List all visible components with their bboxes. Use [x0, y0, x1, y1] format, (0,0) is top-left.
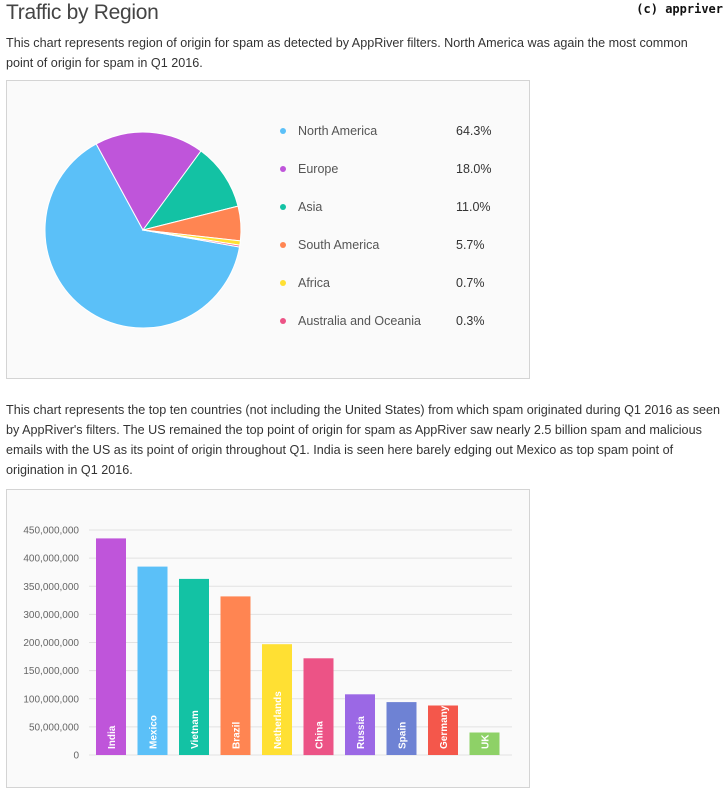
- countries-bar-chart-panel: [6, 489, 530, 788]
- y-tick-label: 350,000,000: [23, 581, 79, 593]
- legend-value-north-america: 64.3%: [456, 124, 492, 138]
- region-pie-chart-panel: [6, 80, 530, 379]
- y-tick-label: 300,000,000: [23, 609, 79, 621]
- y-tick-label: 450,000,000: [23, 525, 79, 537]
- region-pie-chart: [7, 81, 529, 378]
- legend-value-europe: 18.0%: [456, 162, 492, 176]
- countries-description: This chart represents the top ten countries (not including the United States) from which spam originated during Q1 2016 as seen by AppRiver's filters. The US remained the top point of origin for spam as AppRiver saw nearly 2.5 billion spam and malicious emails with the US as its point of origin throughout Q1. India is seen here barely edging out Mexico as top spam point of origination in Q1 2016.: [6, 403, 721, 477]
- y-tick-label: 150,000,000: [23, 666, 79, 678]
- legend-label-asia: Asia: [298, 200, 323, 214]
- bar-label-india: India: [107, 725, 118, 749]
- legend-value-australia-and-oceania: 0.3%: [456, 314, 485, 328]
- legend-marker-australia-and-oceania: [280, 318, 286, 324]
- watermark: (c) appriver: [636, 2, 723, 16]
- legend-value-africa: 0.7%: [456, 276, 485, 290]
- y-tick-label: 100,000,000: [23, 694, 79, 706]
- bar-label-germany: Germany: [439, 705, 450, 749]
- legend-label-africa: Africa: [298, 276, 330, 290]
- legend-value-south-america: 5.7%: [456, 238, 485, 252]
- page-title: Traffic by Region: [6, 1, 159, 24]
- legend-marker-asia: [280, 204, 286, 210]
- legend-label-south-america: South America: [298, 238, 380, 252]
- bar-label-brazil: Brazil: [231, 721, 243, 749]
- y-tick-label: 0: [73, 750, 79, 762]
- y-tick-label: 50,000,000: [28, 722, 79, 734]
- legend-value-asia: 11.0%: [456, 200, 491, 214]
- bar-label-china: China: [314, 721, 326, 749]
- region-description: This chart represents region of origin for spam as detected by AppRiver filters. North America was again the most common point of origin for spam in Q1 2016.: [6, 36, 688, 70]
- legend-marker-africa: [280, 280, 286, 286]
- y-tick-label: 200,000,000: [23, 638, 79, 649]
- bar-label-uk: UK: [480, 734, 492, 749]
- y-tick-label: 400,000,000: [23, 553, 79, 565]
- bar-label-mexico: Mexico: [148, 715, 160, 749]
- legend-marker-europe: [280, 166, 286, 172]
- bar-label-netherlands: Netherlands: [273, 691, 284, 749]
- countries-bar-chart: [7, 490, 529, 787]
- legend-marker-north-america: [280, 128, 286, 134]
- bar-india: [96, 538, 126, 755]
- bar-label-spain: Spain: [397, 721, 409, 749]
- legend-label-north-america: North America: [298, 124, 378, 138]
- legend-label-europe: Europe: [298, 162, 339, 176]
- legend-label-australia-and-oceania: Australia and Oceania: [298, 314, 421, 328]
- bar-label-vietnam: Vietnam: [190, 710, 201, 749]
- legend-marker-south-america: [280, 242, 286, 248]
- bar-label-russia: Russia: [356, 716, 367, 749]
